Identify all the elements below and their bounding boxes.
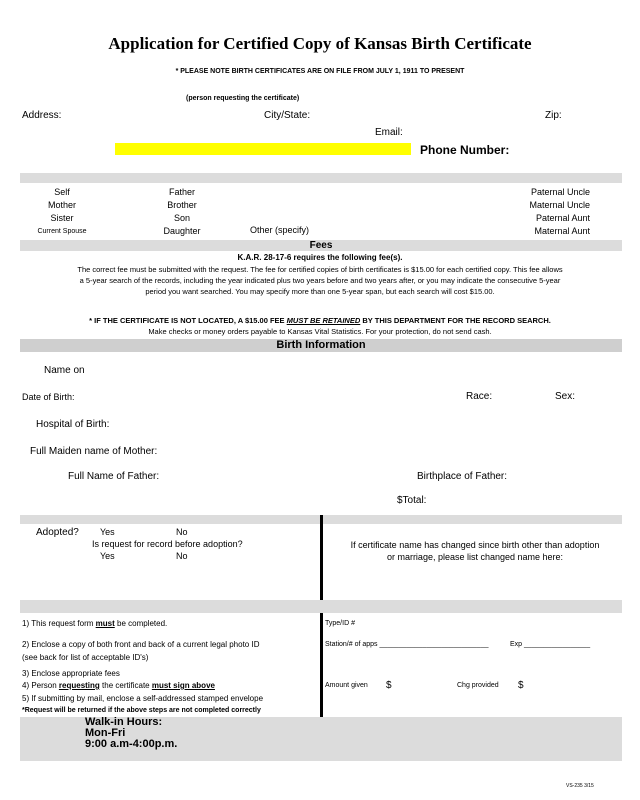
notice-text: * IF THE CERTIFICATE IS NOT LOCATED, A $15.00 FEE: [89, 316, 287, 325]
adopted-no[interactable]: No: [176, 527, 188, 537]
rel-current-spouse[interactable]: Current Spouse: [37, 228, 87, 235]
rel-brother[interactable]: Brother: [167, 200, 197, 210]
rel-father[interactable]: Father: [168, 187, 195, 197]
walk-in-hours: [85, 717, 177, 750]
checks-note: Make checks or money orders payable to Kansas Vital Statistics. For your protection, do not send cash.: [148, 327, 492, 336]
adopted-yes[interactable]: Yes: [100, 527, 115, 537]
address-label: Address:: [22, 110, 62, 121]
form-id: VS-235 3/15: [566, 783, 594, 789]
fees-heading: Fees: [20, 240, 622, 251]
sex-label: Sex:: [555, 391, 576, 402]
before-adoption-question: Is request for record before adoption?: [92, 539, 243, 549]
section-bar: [20, 173, 622, 183]
page-title: Application for Certified Copy of Kansas Birth Certificate: [108, 34, 532, 53]
fees-text-line: The correct fee must be submitted with the request. The fee for certified copies of birth certificates is $15.00 for each certified copy. This fee allows: [77, 265, 563, 274]
column-divider: [320, 613, 323, 718]
walk-in-days: Mon-Fri: [85, 727, 126, 739]
rel-self[interactable]: Self: [54, 187, 70, 197]
relationship-col2: [150, 186, 214, 238]
exp-label: Exp _________________: [510, 641, 591, 648]
fees-explanation: [0, 264, 640, 297]
step-1: [22, 619, 167, 628]
email-label: Email:: [375, 127, 403, 138]
rel-sister[interactable]: Sister: [50, 213, 74, 223]
rel-son[interactable]: Son: [173, 213, 190, 223]
step-4: [22, 681, 215, 690]
type-id-label: Type/ID #: [325, 620, 355, 627]
fees-text-line: period you want searched. You may specify more than one 5-year span, but each search will cost $15.00.: [145, 287, 495, 296]
rel-maternal-uncle[interactable]: Maternal Uncle: [529, 200, 590, 210]
walk-in-title: Walk-in Hours:: [85, 716, 163, 728]
fees-regulation: K.A.R. 28-17-6 requires the following fee(s).: [237, 253, 403, 262]
father-birthplace-label: Birthplace of Father:: [417, 471, 508, 482]
name-on-label: Name on: [44, 365, 85, 376]
race-label: Race:: [466, 391, 493, 402]
change-provided-label: Chg provided: [457, 682, 499, 689]
rel-paternal-uncle[interactable]: Paternal Uncle: [530, 187, 590, 197]
step-emphasis: requesting: [58, 681, 100, 690]
rel-maternal-aunt[interactable]: Maternal Aunt: [534, 226, 590, 236]
city-state-label: City/State:: [264, 110, 311, 121]
fees-text-line: a 5-year search of the records, including the year indicated plus two years before and two years after, or you may indicate the consecutive 5-year: [79, 276, 561, 285]
zip-label: Zip:: [545, 110, 562, 121]
step-5: 5) If submitting by mail, enclose a self-addressed stamped envelope: [22, 694, 264, 703]
section-bar: [20, 600, 622, 613]
steps-warning: *Request will be returned if the above steps are not completed correctly: [22, 707, 261, 714]
phone-label: Phone Number:: [420, 143, 510, 157]
step-2-note: (see back for list of acceptable ID's): [22, 653, 149, 662]
dob-label: Date of Birth:: [22, 392, 75, 402]
step-emphasis: must: [95, 619, 115, 628]
rel-paternal-aunt[interactable]: Paternal Aunt: [535, 213, 590, 223]
before-adoption-yes[interactable]: Yes: [100, 551, 115, 561]
mother-label: Full Maiden name of Mother:: [30, 446, 158, 457]
name-changed-note: [330, 539, 620, 563]
step-3: 3) Enclose appropriate fees: [22, 669, 120, 678]
hospital-label: Hospital of Birth:: [36, 419, 110, 430]
station-label: Station/# of apps ____________________________: [325, 641, 489, 648]
step-text: 4) Person: [22, 681, 59, 690]
before-adoption-no[interactable]: No: [176, 551, 188, 561]
relationship-col1: [30, 186, 94, 238]
requester-caption: (person requesting the certificate): [186, 95, 300, 102]
rel-mother[interactable]: Mother: [47, 200, 76, 210]
name-changed-line: If certificate name has changed since birth other than adoption: [350, 540, 600, 550]
rel-daughter[interactable]: Daughter: [163, 226, 201, 236]
step-2: 2) Enclose a copy of both front and back of a current legal photo ID: [22, 640, 260, 649]
fee-retained-notice: [0, 316, 640, 325]
step-emphasis: must sign above: [151, 681, 215, 690]
total-label: $Total:: [397, 495, 427, 506]
amount-given-label: Amount given: [325, 682, 368, 689]
filing-note: * PLEASE NOTE BIRTH CERTIFICATES ARE ON FILE FROM JULY 1, 1911 TO PRESENT: [175, 68, 465, 75]
relationship-col4: [508, 186, 590, 238]
step-text: 1) This request form: [22, 619, 96, 628]
change-dollar-sign: $: [518, 680, 524, 691]
column-divider: [320, 515, 323, 600]
birth-info-heading: Birth Information: [20, 339, 622, 352]
amount-dollar-sign: $: [386, 680, 392, 691]
walk-in-time: 9:00 a.m-4:00p.m.: [85, 738, 178, 750]
rel-other[interactable]: Other (specify): [250, 225, 310, 235]
notice-emphasis: MUST BE RETAINED: [286, 316, 361, 325]
adopted-label: Adopted?: [36, 527, 79, 538]
step-text: the certificate: [99, 681, 152, 690]
father-label: Full Name of Father:: [68, 471, 160, 482]
highlighted-field[interactable]: [115, 143, 411, 155]
name-changed-line: or marriage, please list changed name here:: [386, 552, 564, 562]
step-text: be completed.: [114, 619, 168, 628]
notice-text: BY THIS DEPARTMENT FOR THE RECORD SEARCH.: [360, 316, 551, 325]
